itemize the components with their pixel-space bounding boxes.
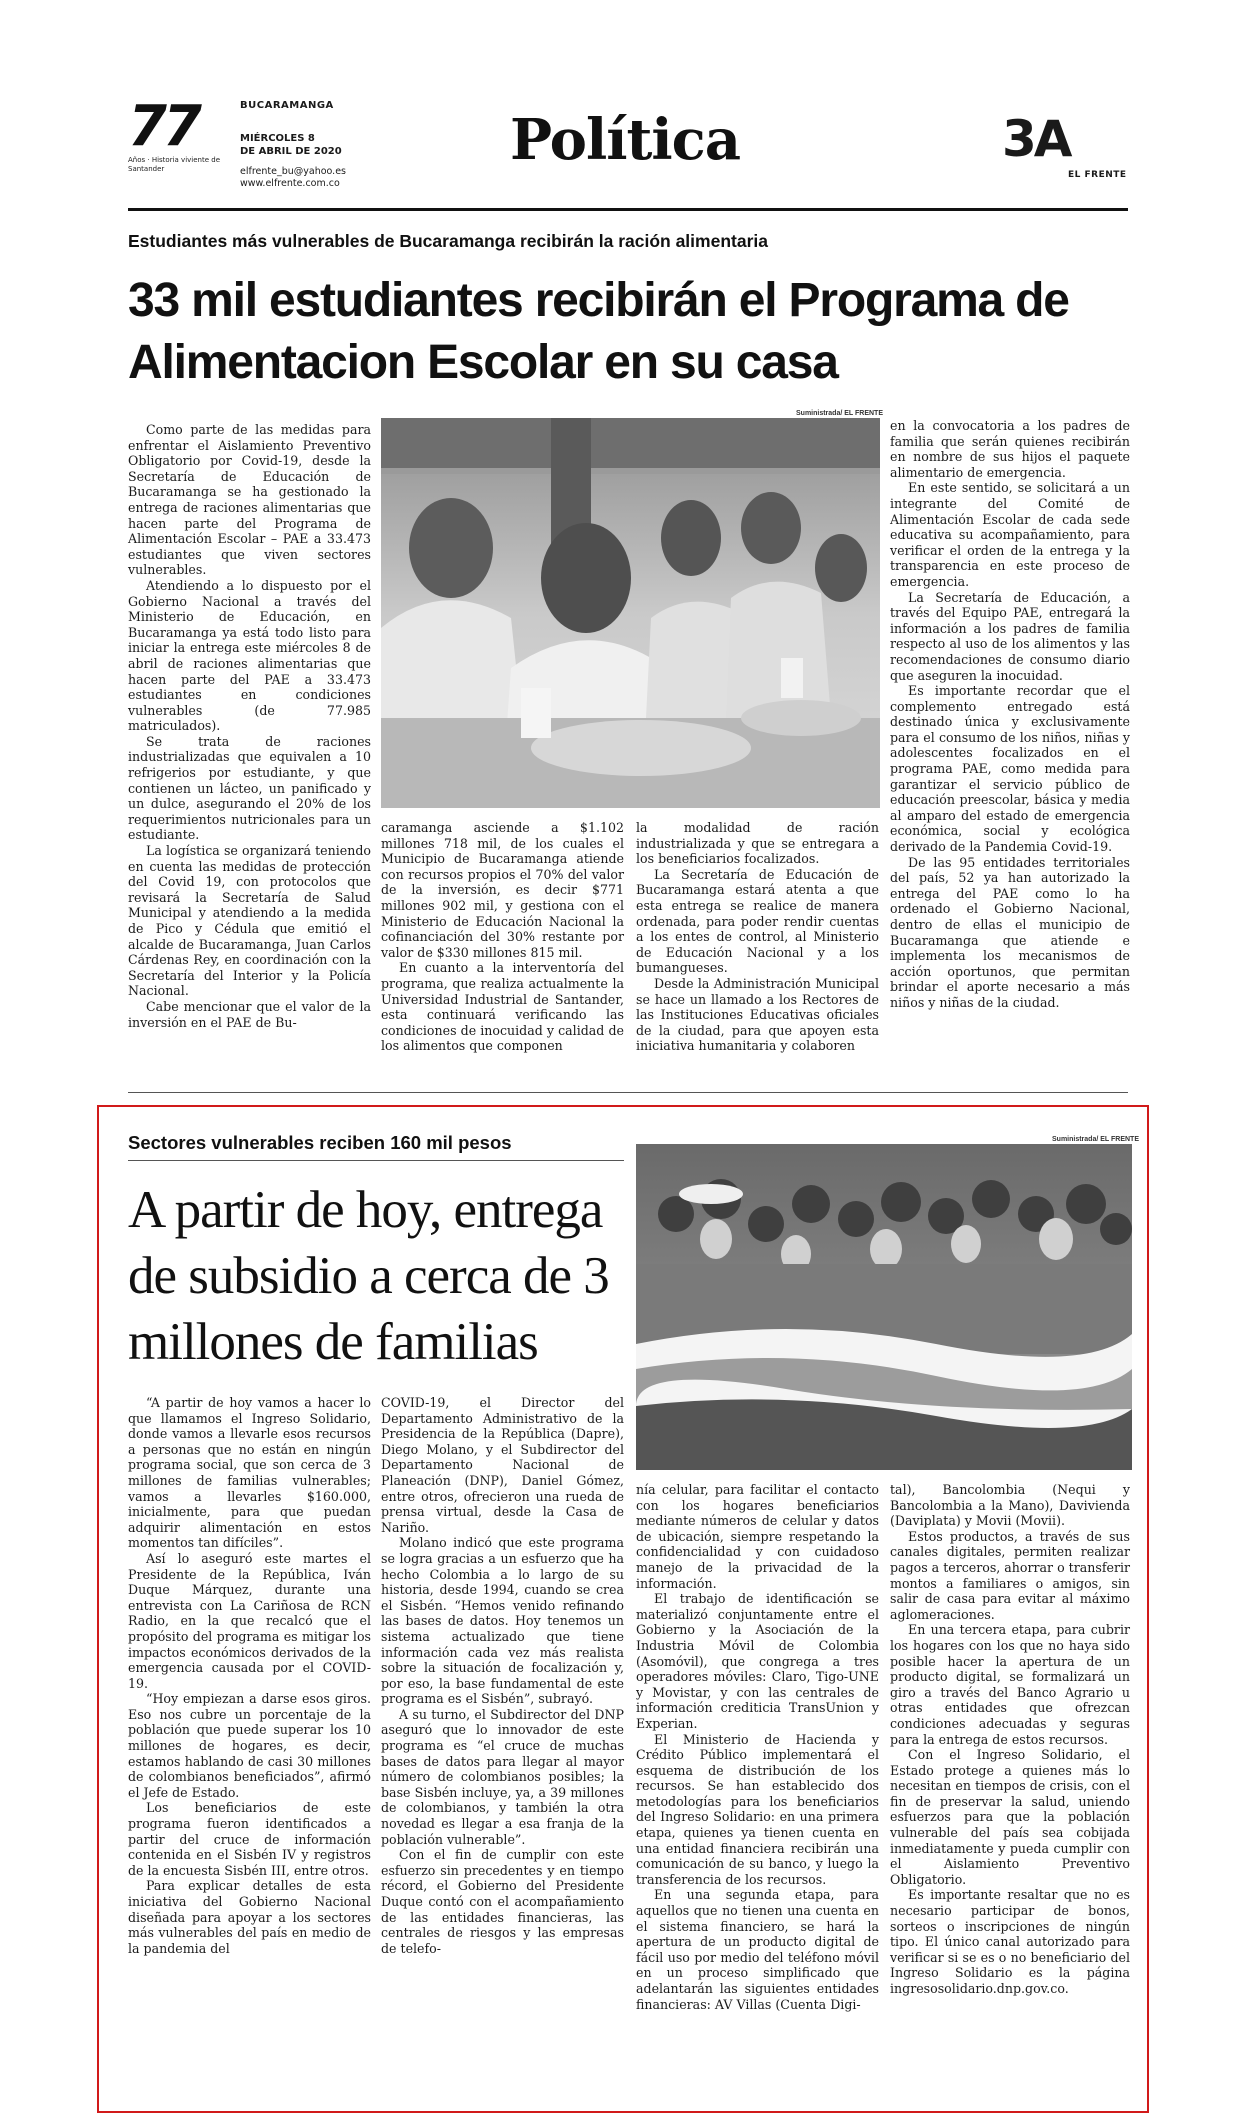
article1-col4-para: en la convocatoria a los padres de familia que serán quienes recibirán en nombre de sus hijos el paquete alimentario de emergencia. bbox=[890, 418, 1130, 480]
article1-col1-para: La logística se organizará teniendo en cuenta las medidas de protección del Covid 19, con protocolos que revisará la Secretaría de Salud Municipal y atendiendo a la medida de Pico y Cédula que emitió el alcalde de Bucaramanga, Juan Carlos Cárdenas Rey, en coordinación con la Secretaría del Interior y la Policía Nacional. bbox=[128, 843, 371, 999]
article-divider bbox=[128, 1092, 1128, 1093]
newspaper-logo bbox=[128, 94, 228, 173]
article2-column-4 bbox=[890, 1482, 1130, 1997]
article1-headline: 33 mil estudiantes recibirán el Programa de Alimentacion Escolar en su casa bbox=[128, 274, 1069, 389]
article1-col4-para: En este sentido, se solicitará a un integrante del Comité de Alimentación Escolar de cada sede educativa su acompañamiento, para verificar el orden de la entrega y la transparencia en este proceso de emergencia. bbox=[890, 480, 1130, 589]
article2-col3-para: El trabajo de identificación se materializó conjuntamente entre el Gobierno y la Asociación de la Industria Móvil de Colombia (Asomóvil), que congrega a tres operadores móviles: Claro, Tigo-UNE y Movistar, y con las centrales de información crediticia TransUnion y Experian. bbox=[636, 1591, 879, 1731]
masthead-date-line1: MIÉRCOLES 8 bbox=[240, 133, 315, 144]
section-title: Política bbox=[510, 107, 741, 173]
article1-column-2 bbox=[381, 820, 624, 1054]
article1-col2-para: caramanga asciende a $1.102 millones 718 mil, de los cuales el Municipio de Bucaramanga atiende con recursos propios el 70% del valor de la inversión, es decir $771 millones 902 mil, y gestiona con el Ministerio de Educación Nacional la cofinanciación del 30% restante por valor de $330 millones 815 mil. bbox=[381, 820, 624, 960]
crowd-with-flag-photo bbox=[636, 1144, 1132, 1470]
article2-column-3 bbox=[636, 1482, 879, 2012]
article2-col2-para: Molano indicó que este programa se logra gracias a un esfuerzo que ha hecho Colombia a lo largo de su historia, desde 1994, cuando se crea el Sisbén. “Hemos venido refinando las bases de datos. Hoy tenemos un sistema actualizado que tiene información cada vez más realista sobre la situación de focalización y, por eso, la base fundamental de este programa es el Sisbén”, subrayó. bbox=[381, 1535, 624, 1707]
article1-col2-para: En cuanto a la interventoría del programa, que realiza actualmente la Universidad Industrial de Santander, esta continuará verificando las condiciones de inocuidad y calidad de los alimentos que componen bbox=[381, 960, 624, 1054]
article2-col1-para: Los beneficiarios de este programa fueron identificados a partir del cruce de información contenida en el Sisbén IV y registros de la encuesta Sisbén III, entre otros. bbox=[128, 1800, 371, 1878]
article2-col3-para: nía celular, para facilitar el contacto con los hogares beneficiarios mediante números de celular y datos de ubicación, siempre respetando la confidencialidad y con cuidadoso manejo de la privacidad de la información. bbox=[636, 1482, 879, 1591]
article2-col4-para: En una tercera etapa, para cubrir los hogares con los que no haya sido posible hacer la apertura de un producto digital, se formalizará un giro a través del Banco Agrario u otras entidades que ofrezcan condiciones adecuadas y seguras para la entrega de estos recursos. bbox=[890, 1622, 1130, 1747]
article1-col3-para: la modalidad de ración industrializada y que se entregara a los beneficiarios focalizados. bbox=[636, 820, 879, 867]
article1-kicker: Estudiantes más vulnerables de Bucaramanga recibirán la ración alimentaria bbox=[128, 231, 768, 251]
page-brand: EL FRENTE bbox=[1068, 170, 1127, 180]
logo-number: 77 bbox=[128, 94, 198, 159]
article1-photo-credit: Suministrada/ EL FRENTE bbox=[796, 410, 883, 417]
masthead-rule bbox=[128, 208, 1128, 211]
article1-col3-para: Desde la Administración Municipal se hace un llamado a los Rectores de las Instituciones Educativas oficiales de la ciudad, para que apoyen esta iniciativa humanitaria y colaboren bbox=[636, 975, 879, 1054]
article1-column-3 bbox=[636, 820, 879, 1054]
article1-col1-para: Atendiendo a lo dispuesto por el Gobierno Nacional a través del Ministerio de Educación, en Bucaramanga ya está todo listo para iniciar la entrega este miércoles 8 de abril de raciones alimentarias que hacen parte del PAE a 33.473 estudiantes en condiciones vulnerables (de 77.985 matriculados). bbox=[128, 577, 371, 734]
article2-col4-para: Con el Ingreso Solidario, el Estado protege a quienes más lo necesitan en tiempos de crisis, con el fin de preservar la salud, uniendo esfuerzos para que la población vulnerable del país sea cobijada inmediatamente y pueda cumplir con el Aislamiento Preventivo Obligatorio. bbox=[890, 1747, 1130, 1887]
article1-col4-para: Es importante recordar que el complemento entregado está destinado única y exclusivamente para el consumo de los niños, niñas y adolescentes focalizados en el programa PAE, como medida para garantizar el servicio público de educación preescolar, básica y media al amparo del estado de emergencia económica, social y ecológica derivado de la Pandemia Covid-19. bbox=[890, 683, 1130, 855]
article2-col2-para: COVID-19, el Director del Departamento Administrativo de la Presidencia de la República (Dapre), Diego Molano, y el Subdirector del Departamento Nacional de Planeación (DNP), Daniel Gómez, entre otros, ofrecieron una rueda de prensa virtual, desde la Casa de Nariño. bbox=[381, 1395, 624, 1535]
article2-col2-para: A su turno, el Subdirector del DNP aseguró que lo innovador de este programa es “el cruce de muchas bases de datos para llegar al mayor número de colombianos posibles; la base Sisbén incluye, ya, a 39 millones de colombianos, y también la otra novedad es llegar a esa franja de la población vulnerable”. bbox=[381, 1706, 624, 1847]
masthead-website: www.elfrente.com.co bbox=[240, 178, 340, 189]
article2-col4-para: tal), Bancolombia (Nequi y Bancolombia a la Mano), Daviviendа (Daviplata) y Movii (Movii). bbox=[890, 1482, 1130, 1529]
article2-kicker-rule bbox=[128, 1160, 624, 1161]
article2-col3-para: En una segunda etapa, para aquellos que no tienen una cuenta en el sistema financiero, se hará la apertura de un producto digital de fácil uso por medio del teléfono móvil en un proceso simplificado que adelantarán las siguientes entidades financieras: AV Villas (Cuenta Digi- bbox=[636, 1887, 879, 2012]
article2-col2-para: Con el fin de cumplir con este esfuerzo sin precedentes y en tiempo récord, el Gobierno del Presidente Duque contó con el acompañamiento de las entidades financieras, las centrales de riesgos y las empresas de telefo- bbox=[381, 1847, 624, 1956]
masthead-city: BUCARAMANGA bbox=[240, 100, 334, 111]
masthead-contact bbox=[240, 166, 346, 190]
article2-col1-para: “A partir de hoy vamos a hacer lo que llamamos el Ingreso Solidario, donde vamos a llevarle esos recursos a personas que no están en ningún programa social, que son cerca de 3 millones de familias vulnerables; vamos a llevarles $160.000, inicialmente, para que puedan adquirir alimentación en estos momentos tan difíciles”. bbox=[128, 1395, 371, 1551]
article2-photo-credit: Suministrada/ EL FRENTE bbox=[1052, 1136, 1139, 1143]
article2-col3-para: El Ministerio de Hacienda y Crédito Público implementará el esquema de distribución de los recursos. Se han establecido dos metodologías para los beneficiarios del Ingreso Solidario: en una primera etapa, quienes ya tienen cuenta en una entidad financiera recibirán una comunicación de su banco, y luego la transferencia de los recursos. bbox=[636, 1731, 879, 1887]
article1-col4-para: La Secretaría de Educación, a través del Equipo PAE, entregará la información a los padres de familia respecto al uso de los alimentos y las recomendaciones de consumo diario que aseguren la inocuidad. bbox=[890, 589, 1130, 683]
logo-tagline: Años · Historia viviente de Santander bbox=[128, 156, 220, 173]
article1-col1-para: Cabe mencionar que el valor de la inversión en el PAE de Bu- bbox=[128, 998, 371, 1030]
article2-col4-para: Estos productos, a través de sus canales digitales, permiten realizar pagos a terceros, ahorrar o transferir montos a familiares o amigos, sin salir de casa para evitar al máximo aglomeraciones. bbox=[890, 1528, 1131, 1622]
article2-col1-para: Para explicar detalles de esta iniciativa del Gobierno Nacional diseñada para apoyar a los sectores más vulnerables del país en medio de la pandemia del bbox=[128, 1878, 371, 1956]
article2-col1-para: Así lo aseguró este martes el Presidente de la República, Iván Duque Márquez, durante una entrevista con La Cariñosa de RCN Radio, en la que recalcó que el propósito del programa es mitigar los impactos económicos derivados de la emergencia causada por el COVID-19. bbox=[128, 1550, 371, 1691]
masthead-email: elfrente_bu@yahoo.es bbox=[240, 166, 346, 177]
masthead-date-line2: DE ABRIL DE 2020 bbox=[240, 146, 342, 157]
article2-headline: A partir de hoy, entrega de subsidio a cerca de 3 millones de familias bbox=[128, 1181, 609, 1371]
article1-col3-para: La Secretaría de Educación de Bucaramanga estará atenta a que esta entrega se realice de manera ordenada, para poder rendir cuentas a los entes de control, al Ministerio de Educación Nacional y a los bumangueses. bbox=[636, 866, 879, 976]
masthead-date bbox=[240, 132, 342, 158]
students-eating-photo bbox=[381, 418, 880, 808]
page-number: 3A bbox=[1002, 110, 1070, 168]
article2-column-2 bbox=[381, 1395, 624, 1956]
article1-column-4 bbox=[890, 418, 1130, 1011]
article2-kicker: Sectores vulnerables reciben 160 mil pesos bbox=[128, 1132, 512, 1153]
article1-col1-para: Como parte de las medidas para enfrentar el Aislamiento Preventivo Obligatorio por Covid-19, desde la Secretaría de Educación de Bucaramanga se ha gestionado la entrega de raciones alimentarias que hacen parte del Programa de Alimentación Escolar – PAE a 33.473 estudiantes que viven sectores vulnerables. bbox=[128, 422, 371, 578]
article2-column-1 bbox=[128, 1395, 371, 1956]
article1-column-1 bbox=[128, 422, 371, 1030]
article2-col1-para: “Hoy empiezan a darse esos giros. Eso nos cubre un porcentaje de la población que puede superar los 10 millones de hogares, es decir, estamos hablando de casi 30 millones de colombianos beneficiados”, afirmó el Jefe de Estado. bbox=[128, 1691, 371, 1800]
article1-col1-para: Se trata de raciones industrializadas que equivalen a 10 refrigerios por estudiante, y que contienen un lácteo, un panificado y un dulce, asegurando el 20% de los requerimientos nutricionales para un estudiante. bbox=[128, 733, 371, 843]
article1-col4-para: De las 95 entidades territoriales del país, 52 ya han autorizado la entrega del PAE como lo ha ordenado el Gobierno Nacional, dentro de ellas el municipio de Bucaramanga que atiende e implementa los mecanismos de acción oportunos, que permitan brindar el aporte necesario a más niños y niñas de la ciudad. bbox=[890, 854, 1130, 1010]
article2-col4-para: Es importante resaltar que no es necesario participar de bonos, sorteos o inscripciones de ningún tipo. El único canal autorizado para verificar si se es o no beneficiario del Ingreso Solidario es la página ingresosolidario.dnp.gov.co. bbox=[890, 1887, 1130, 1996]
